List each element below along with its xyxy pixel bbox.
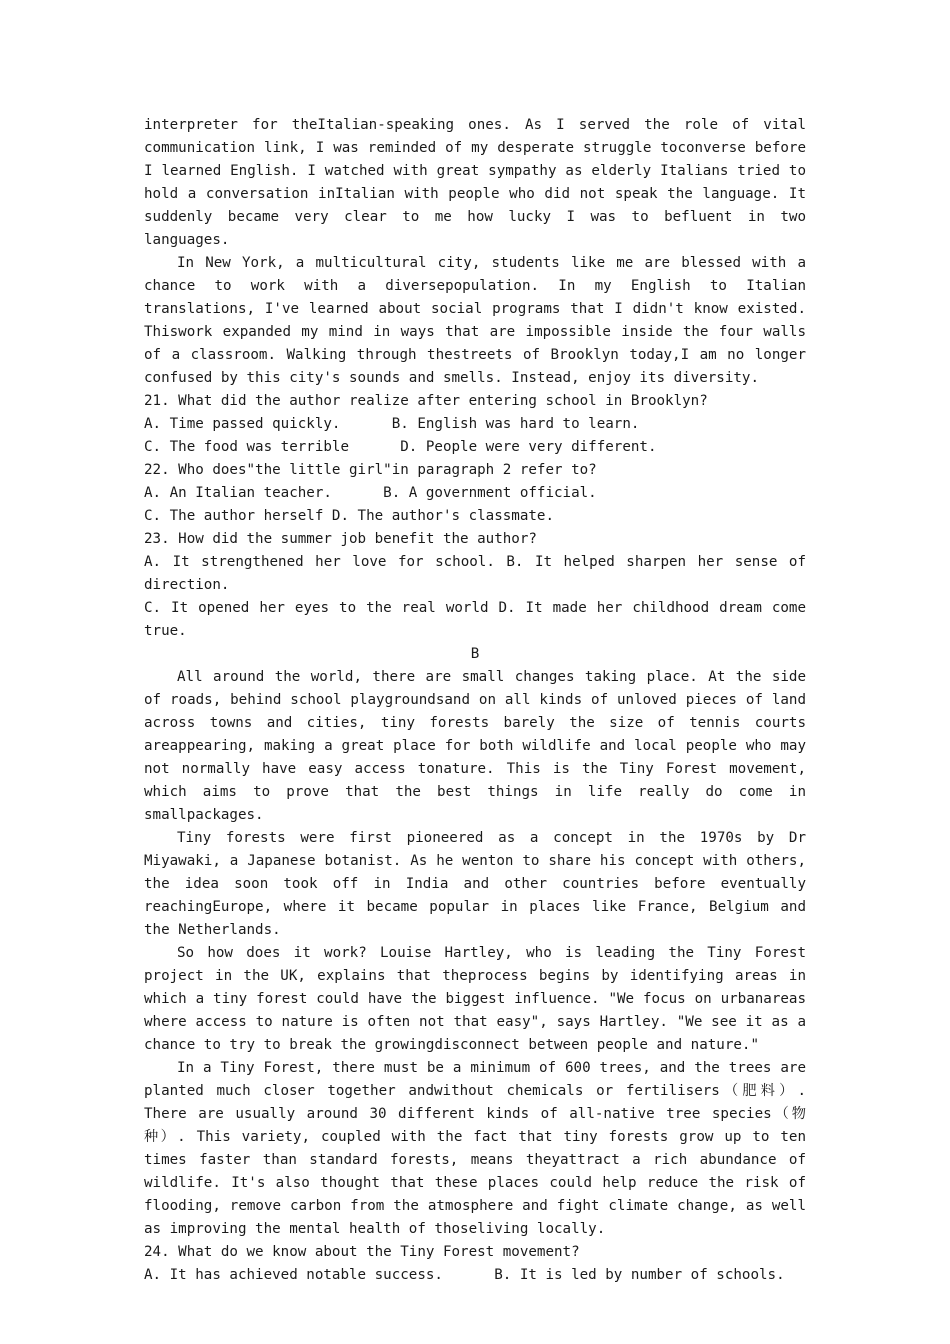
passage-b-paragraph-2: Tiny forests were first pioneered as a concept in the 1970s by Dr Miyawaki, a Japanese botanist. As he wenton to share his concept with others, the idea soon took off in India and other countries before eventually reachingEurope, where it became popular in places like France, Belgium and the Netherlands. [144,830,806,938]
passage-b-paragraph-4: In a Tiny Forest, there must be a minimum of 600 trees, and the trees are planted much closer together andwithout chemicals or fertilisers（肥料）. There are usually around 30 different kinds of all-native tree species（物种）. This variety, coupled with the fact that tiny forests grow up to ten times faster than standard forests, means theyattract a rich abundance of wildlife. It's also thought that these places could help reduce the risk of flooding, remove carbon from the atmosphere and fight climate change, as well as improving the mental health of thoseliving locally. [144,1060,806,1237]
question-23-options-ab: A. It strengthened her love for school. B. It helped sharpen her sense of direction. [144,554,806,593]
question-21-options-cd: C. The food was terrible D. People were very different. [144,439,657,455]
section-b-heading: B [470,646,480,662]
question-21-options-ab: A. Time passed quickly. B. English was hard to learn. [144,416,640,432]
question-21-stem: 21. What did the author realize after entering school in Brooklyn? [144,393,708,409]
passage-a-paragraph-2: In New York, a multicultural city, students like me are blessed with a chance to work with a diversepopulation. In my English to Italian translations, I've learned about social programs that I didn't know existed. Thiswork expanded my mind in ways that are impossible inside the four walls of a classroom. Walking through thestreets of Brooklyn today,I am no longer confused by this city's sounds and smells. Instead, enjoy its diversity. [144,255,806,386]
question-22-stem: 22. Who does"the little girl"in paragraph 2 refer to? [144,462,597,478]
question-22-options-cd: C. The author herself D. The author's classmate. [144,508,554,524]
passage-b-paragraph-3: So how does it work? Louise Hartley, who is leading the Tiny Forest project in the UK, explains that theprocess begins by identifying areas in which a tiny forest could have the biggest influence. "We focus on urbanareas where access to nature is often not that easy", says Hartley. "We see it as a chance to try to break the growingdisconnect between people and nature." [144,945,806,1053]
passage-b-paragraph-1: All around the world, there are small changes taking place. At the side of roads, behind school playgroundsand on all kinds of unloved pieces of land across towns and cities, tiny forests barely the size of tennis courts areappearing, making a great place for both wildlife and local people who may not normally have easy access tonature. This is the Tiny Forest movement, which aims to prove that the best things in life really do come in smallpackages. [144,669,806,823]
question-22-options-ab: A. An Italian teacher. B. A government official. [144,485,597,501]
question-24-stem: 24. What do we know about the Tiny Forest movement? [144,1244,580,1260]
question-23-options-cd: C. It opened her eyes to the real world D. It made her childhood dream come true. [144,600,806,639]
passage-a-paragraph-1: interpreter for theItalian-speaking ones. As I served the role of vital communication link, I was reminded of my desperate struggle toconverse before I learned English. I watched with great sympathy as elderly Italians tried to hold a conversation inItalian with people who did not speak the language. It suddenly became very clear to me how lucky I was to befluent in two languages. [144,117,806,248]
question-24-options-ab: A. It has achieved notable success. B. It is led by number of schools. [144,1267,785,1283]
exam-page [144,114,806,1287]
question-23-stem: 23. How did the summer job benefit the author? [144,531,537,547]
